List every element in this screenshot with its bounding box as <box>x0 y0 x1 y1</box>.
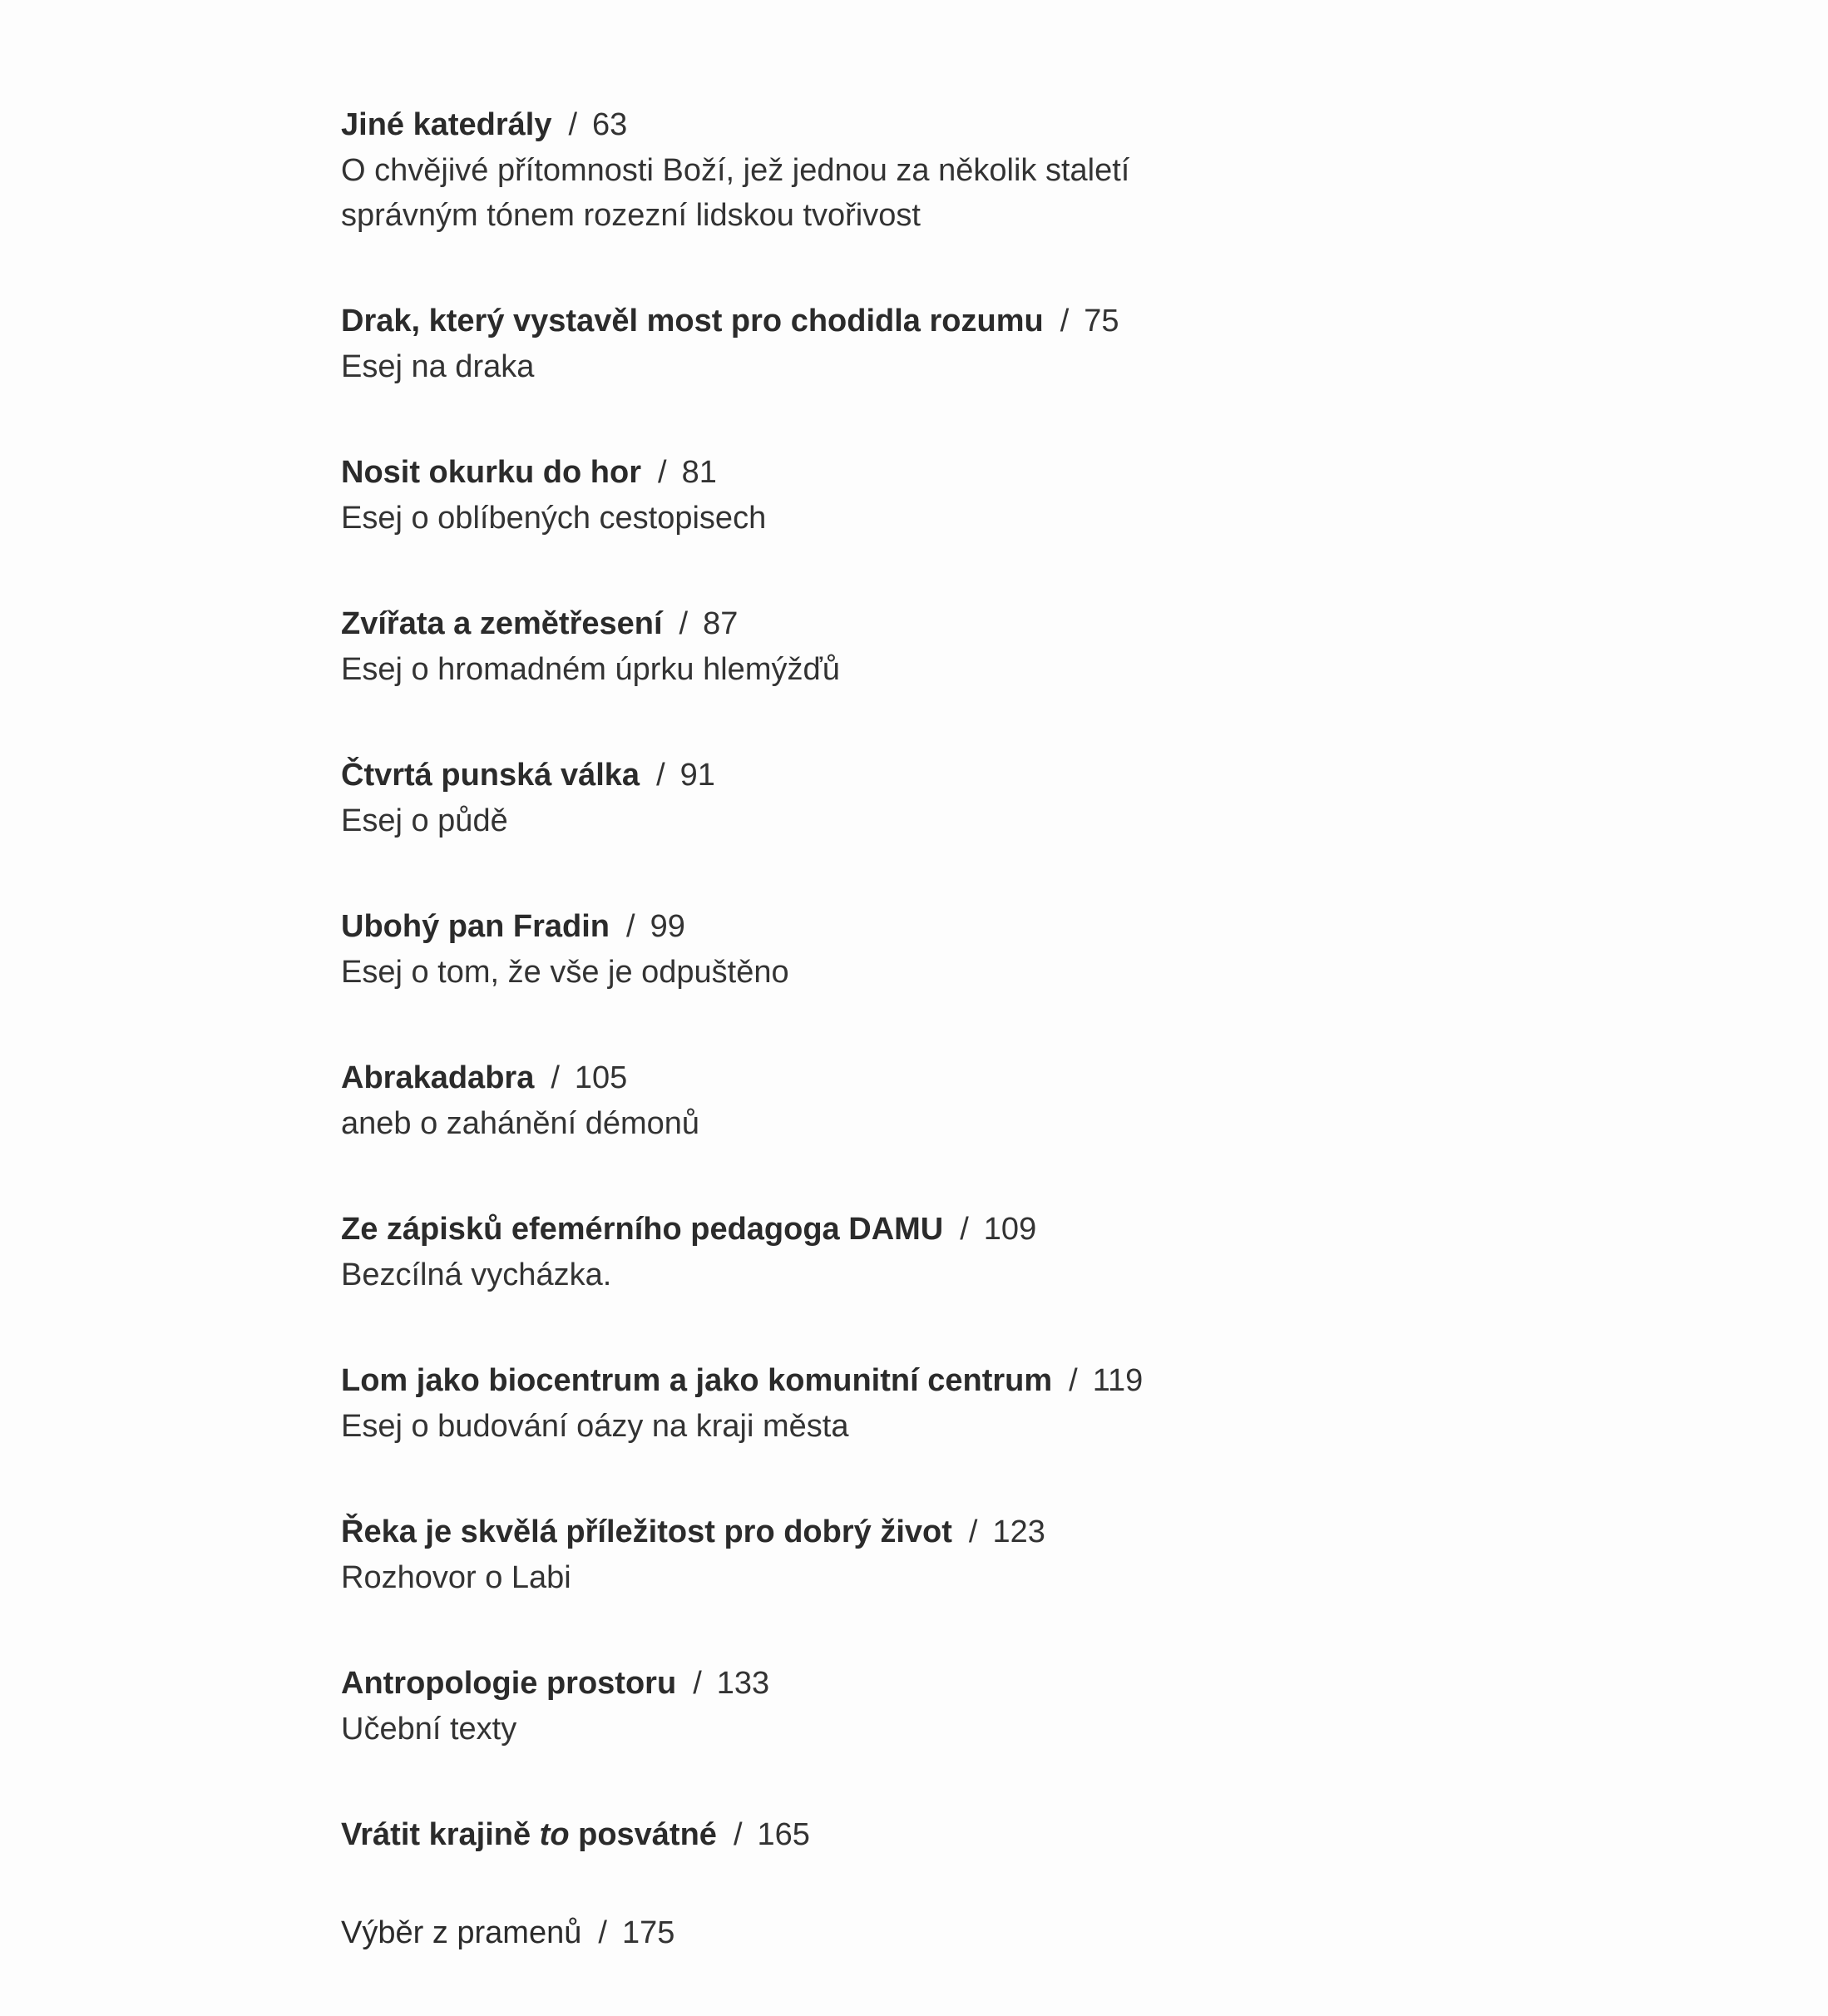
entry-title-line <box>341 101 1588 148</box>
separator: / <box>693 1666 702 1701</box>
page-number: 165 <box>757 1817 810 1852</box>
separator: / <box>960 1212 969 1247</box>
toc-entry <box>341 449 1588 541</box>
page-number: 119 <box>1092 1363 1144 1398</box>
page-number: 109 <box>983 1212 1037 1247</box>
entry-title-line <box>341 1509 1588 1555</box>
entry-subtitle: Esej na draka <box>341 349 535 384</box>
entry-subtitle: Esej o hromadném úprku hlemýžďů <box>341 652 840 687</box>
page-number: 123 <box>992 1514 1045 1549</box>
entry-title-line <box>341 1055 1588 1101</box>
toc-entry <box>341 1660 1588 1752</box>
separator: / <box>1060 304 1070 338</box>
entry-subtitle: správným tónem rozezní lidskou tvořivost <box>341 198 921 233</box>
entry-title: Nosit okurku do hor <box>341 455 641 490</box>
toc-entry <box>341 298 1588 389</box>
separator: / <box>568 107 578 142</box>
toc-entry <box>341 1055 1588 1146</box>
toc-entry <box>341 1206 1588 1297</box>
toc-entry <box>341 101 1588 238</box>
entry-title: Drak, který vystavěl most pro chodidla rozumu <box>341 304 1044 338</box>
toc-entry <box>341 1509 1588 1600</box>
entry-title-line <box>341 600 1588 647</box>
toc-entry <box>341 903 1588 995</box>
entry-title-line <box>341 1357 1588 1404</box>
entry-title-line <box>341 752 1588 798</box>
entry-title <box>341 1817 717 1852</box>
entry-subtitle: O chvějivé přítomnosti Boží, jež jednou za několik staletí <box>341 153 1130 188</box>
separator: / <box>658 455 667 490</box>
entry-subtitle: Učební texty <box>341 1712 517 1747</box>
page-number: 81 <box>681 455 717 490</box>
toc-entry <box>341 752 1588 843</box>
page-number: 75 <box>1084 304 1119 338</box>
toc-entry <box>341 1357 1588 1449</box>
page-number: 91 <box>679 758 715 793</box>
separator: / <box>626 909 635 944</box>
entry-title: Ubohý pan Fradin <box>341 909 610 944</box>
entry-subtitle: aneb o zahánění démonů <box>341 1106 700 1141</box>
entry-title-line <box>341 1811 1588 1858</box>
entry-title-line <box>341 449 1588 496</box>
page-number: 99 <box>650 909 685 944</box>
entry-title-line <box>341 298 1588 344</box>
entry-title-line <box>341 1206 1588 1253</box>
separator: / <box>656 758 665 793</box>
entry-title: Řeka je skvělá příležitost pro dobrý život <box>341 1514 952 1549</box>
entry-title-line <box>341 903 1588 950</box>
toc-entry <box>341 1910 1588 1956</box>
entry-subtitle: Esej o budování oázy na kraji města <box>341 1409 849 1444</box>
page-number: 87 <box>703 606 739 641</box>
separator: / <box>968 1514 978 1549</box>
entry-title: Lom jako biocentrum a jako komunitní centrum <box>341 1363 1053 1398</box>
entry-title: Ze zápisků efemérního pedagoga DAMU <box>341 1212 944 1247</box>
entry-title: Antropologie prostoru <box>341 1666 677 1701</box>
separator: / <box>1069 1363 1078 1398</box>
entry-subtitle: Bezcílná vycházka. <box>341 1258 612 1292</box>
separator: / <box>679 606 689 641</box>
separator: / <box>598 1915 607 1950</box>
page-number: 105 <box>574 1060 628 1095</box>
entry-title: Jiné katedrály <box>341 107 552 142</box>
entry-title-emphasis: to <box>539 1817 570 1852</box>
entry-subtitle: Esej o oblíbených cestopisech <box>341 501 767 536</box>
entry-title: Zvířata a zemětřesení <box>341 606 663 641</box>
entry-title-part: posvátné <box>569 1817 717 1852</box>
entry-title: Výběr z pramenů <box>341 1915 582 1950</box>
entry-subtitle: Esej o tom, že vše je odpuštěno <box>341 955 789 990</box>
entry-subtitle: Rozhovor o Labi <box>341 1560 571 1595</box>
entry-title: Čtvrtá punská válka <box>341 758 640 793</box>
entry-title: Abrakadabra <box>341 1060 535 1095</box>
page-number: 133 <box>716 1666 770 1701</box>
page-number: 175 <box>621 1915 675 1950</box>
separator: / <box>733 1817 743 1852</box>
entry-title-line <box>341 1660 1588 1707</box>
toc-entry <box>341 600 1588 692</box>
toc-entry <box>341 1811 1588 1858</box>
entry-subtitle: Esej o půdě <box>341 803 508 838</box>
page-number: 63 <box>592 107 628 142</box>
entry-title-line <box>341 1910 1588 1956</box>
table-of-contents <box>341 101 1588 2016</box>
separator: / <box>551 1060 560 1095</box>
entry-title-part: Vrátit krajině <box>341 1817 540 1852</box>
